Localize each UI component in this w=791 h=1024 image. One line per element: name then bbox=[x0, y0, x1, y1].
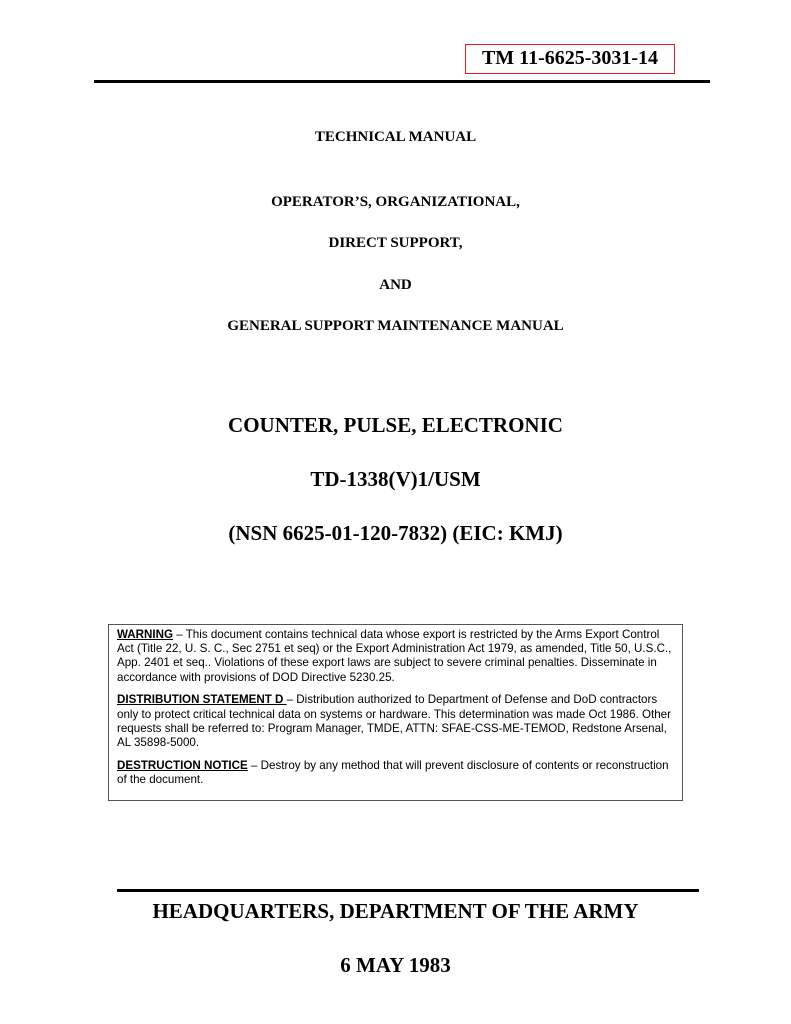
distribution-statement bbox=[117, 693, 675, 750]
warning-notice bbox=[117, 628, 675, 685]
issuer: HEADQUARTERS, DEPARTMENT OF THE ARMY bbox=[152, 899, 639, 923]
item-name: COUNTER, PULSE, ELECTRONIC bbox=[228, 413, 563, 437]
warning-heading: WARNING bbox=[117, 628, 174, 641]
tm-number: TM 11-6625-3031-14 bbox=[465, 44, 675, 74]
technical-manual-label: TECHNICAL MANUAL bbox=[314, 129, 477, 145]
notice-box bbox=[108, 624, 683, 801]
manual-type-line-2: DIRECT SUPPORT, bbox=[328, 235, 463, 251]
publication-date: 6 MAY 1983 bbox=[340, 953, 451, 977]
manual-type-line-4: GENERAL SUPPORT MAINTENANCE MANUAL bbox=[227, 318, 564, 334]
distribution-heading: DISTRIBUTION STATEMENT D bbox=[117, 693, 287, 707]
destruction-text: – Destroy by any method that will prevent disclosure of contents or reconstruction of the document. bbox=[117, 758, 669, 786]
warning-text: – This document contains technical data whose export is restricted by the Arms Export Control Act (Title 22, U. S. C., Sec 2751 et seq) or the Export Administration Act 1979, as amended, Title 50, U.S.C., App. 2401 et seq.. Violations of these export laws are subject to severe criminal penalties. Disseminate in accordance with provisions of DOD Directive 5230.25. bbox=[117, 628, 672, 684]
top-rule bbox=[94, 80, 710, 83]
model-number: TD-1338(V)1/USM bbox=[310, 467, 481, 491]
distribution-text: – Distribution authorized to Department of Defense and DoD contractors only to protect critical technical data on systems or hardware. This determination was made Oct 1986. Other requests shall be referred to: Program Manager, TMDE, ATTN: SFAE-CSS-ME-TEMOD, Redstone Arsenal, AL 35898-5000. bbox=[117, 693, 671, 749]
bottom-rule bbox=[117, 889, 699, 892]
destruction-heading: DESTRUCTION NOTICE bbox=[117, 758, 248, 772]
manual-type-line-1: OPERATOR’S, ORGANIZATIONAL, bbox=[271, 194, 520, 210]
nsn-eic: (NSN 6625-01-120-7832) (EIC: KMJ) bbox=[228, 521, 563, 545]
destruction-notice bbox=[117, 759, 675, 787]
manual-type-line-3: AND bbox=[379, 277, 412, 293]
